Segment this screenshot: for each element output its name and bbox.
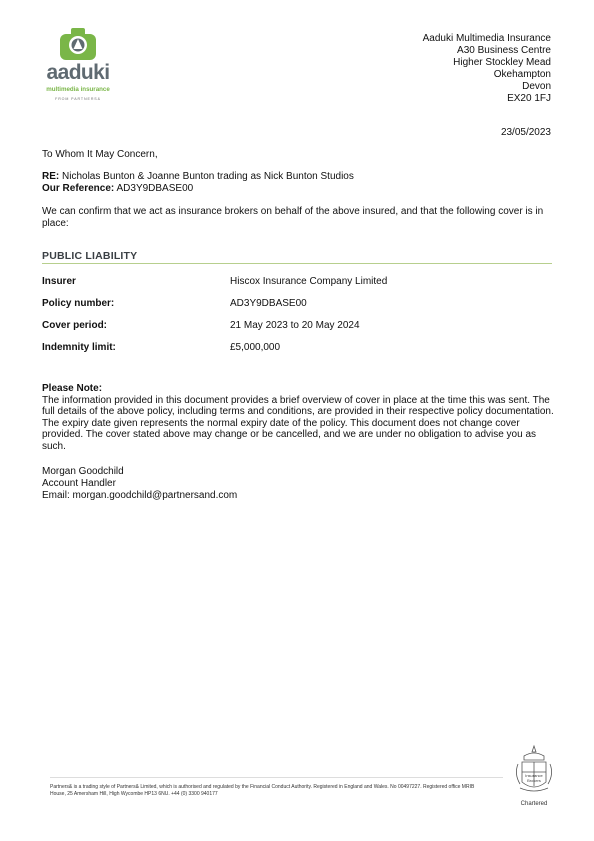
footer-legal-text: Partners& is a trading style of Partners& Limited, which is authorised and regulated by the Financial Conduct Authority. Registered in England and Wales. No 00497227. Registered office MRIB House, 25 Amersham Hill, High Wycombe HP13 6NU. +44 (0) 3300 940177 (50, 784, 475, 797)
crest-caption: Chartered (520, 801, 548, 807)
re-label: RE: (42, 171, 60, 182)
crest-line1: Insurance (525, 773, 543, 778)
address-line: A30 Business Centre (457, 45, 551, 56)
address-line: EX20 1FJ (507, 93, 551, 104)
address-line: Devon (522, 81, 551, 92)
company-logo (38, 26, 118, 108)
signatory-name: Morgan Goodchild (42, 466, 124, 477)
salutation: To Whom It May Concern, (42, 149, 158, 160)
sender-address (423, 33, 551, 105)
note-heading: Please Note: (42, 383, 103, 394)
letter-date: 23/05/2023 (500, 127, 551, 138)
re-line (42, 171, 354, 183)
cover-row-policy-number (42, 298, 552, 310)
address-line: Aaduki Multimedia Insurance (422, 33, 551, 44)
cover-row-cover-period (42, 320, 552, 332)
footer-divider (50, 777, 503, 778)
signatory-email: Email: morgan.goodchild@partnersand.com (42, 490, 238, 501)
logo-tagline: multimedia insurance (46, 86, 110, 93)
note-text: The information provided in this document provides a brief overview of cover in place at the time this was sent. The full details of the above policy, including terms and conditions, are provided in their respective policy documentation. The expiry date given represents the normal expiry date of the policy. This document does not change cover provided. The cover stated above may change or be cancelled, and we are under no obligation to advise you as such. (42, 395, 554, 452)
section-title: PUBLIC LIABILITY (42, 250, 138, 262)
cover-row-value: 21 May 2023 to 20 May 2024 (230, 320, 360, 331)
logo-wordmark: aaduki (46, 61, 110, 84)
address-line: Higher Stockley Mead (453, 57, 551, 68)
re-value: Nicholas Bunton & Joanne Bunton trading as Nick Bunton Studios (62, 171, 354, 182)
crest-line2: Brokers (527, 778, 541, 783)
signatory-role: Account Handler (42, 478, 116, 489)
cover-row-insurer (42, 276, 552, 288)
cover-row-value: AD3Y9DBASE00 (230, 298, 307, 309)
reference-value: AD3Y9DBASE00 (116, 183, 194, 194)
chartered-insurance-brokers-crest-icon (510, 744, 558, 810)
reference-label: Our Reference: (42, 183, 115, 194)
section-divider (42, 263, 552, 264)
cover-row-label: Cover period: (42, 320, 108, 331)
cover-row-indemnity-limit (42, 342, 552, 354)
reference-line (42, 183, 193, 195)
logo-from-partners: FROM PARTNERS& (55, 97, 101, 101)
cover-row-label: Insurer (42, 276, 76, 287)
cover-row-label: Indemnity limit: (42, 342, 116, 353)
intro-paragraph: We can confirm that we act as insurance brokers on behalf of the above insured, and that the following cover is in place: (42, 206, 544, 229)
address-line: Okehampton (493, 69, 551, 80)
camera-logo-icon (54, 26, 102, 62)
cover-row-label: Policy number: (42, 298, 115, 309)
signature-block (42, 466, 237, 502)
cover-row-value: £5,000,000 (230, 342, 281, 353)
cover-row-value: Hiscox Insurance Company Limited (230, 276, 388, 287)
